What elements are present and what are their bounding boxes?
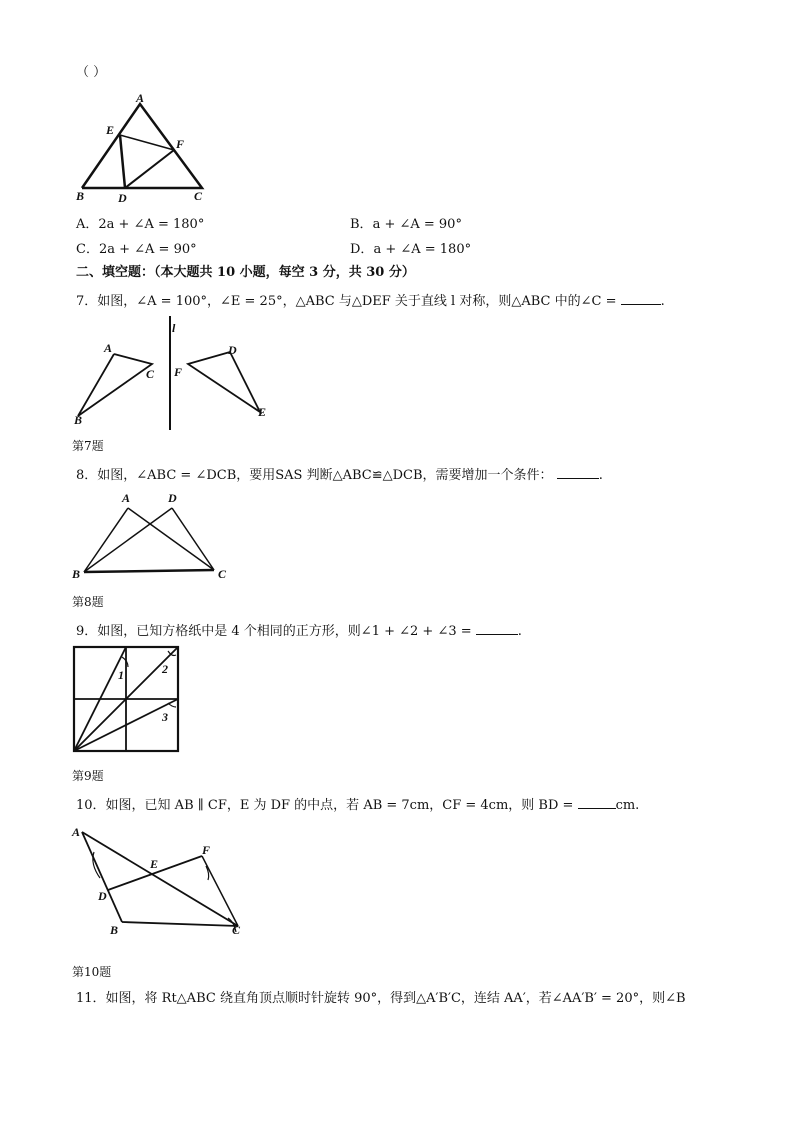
q8-question: 8．如图，∠ABC = ∠DCB，要用SAS 判断△ABC≌△DCB，需要增加一个条件： bbox=[76, 468, 553, 483]
q9-angle-1: 1 bbox=[118, 668, 124, 682]
q10-label-B: B bbox=[110, 923, 119, 937]
q7-label-l: l bbox=[172, 321, 176, 335]
q8-text: 8．如图，∠ABC = ∠DCB，要用SAS 判断△ABC≌△DCB，需要增加一个条件： . bbox=[76, 468, 603, 483]
q10-label-A: A bbox=[72, 825, 81, 839]
q6-option-d[interactable]: D．a + ∠A = 180° bbox=[350, 242, 472, 257]
q6-option-a[interactable]: A．2a + ∠A = 180° bbox=[76, 217, 205, 232]
q6-figure bbox=[70, 90, 220, 210]
q7-label-C: C bbox=[146, 367, 155, 381]
q6-label-E: E bbox=[106, 123, 115, 137]
q8-figure bbox=[72, 490, 242, 585]
q10-figure bbox=[70, 822, 270, 942]
q10-question: 10．如图，已知 AB ∥ CF，E 为 DF 的中点，若 AB = 7cm，CF = 4cm，则 BD = bbox=[76, 798, 574, 813]
q7-label-A: A bbox=[104, 341, 113, 355]
q7-label-E: E bbox=[258, 405, 267, 419]
q7-figure bbox=[72, 312, 282, 432]
q11-text: 11．如图，将 Rt△ABC 绕直角顶点顺时针旋转 90°，得到△A′B′C，连结 AA′，若∠AA′B′ = 20°，则∠B bbox=[76, 991, 686, 1006]
q6-option-c[interactable]: C．2a + ∠A = 90° bbox=[76, 242, 197, 257]
q6-label-C: C bbox=[194, 189, 203, 203]
q8-caption: 第8题 bbox=[72, 595, 104, 609]
q10-text: 10．如图，已知 AB ∥ CF，E 为 DF 的中点，若 AB = 7cm，CF = 4cm，则 BD = cm. bbox=[76, 798, 640, 813]
q10-caption: 第10题 bbox=[72, 965, 112, 979]
answer-bracket: （ ） bbox=[76, 65, 107, 80]
q10-label-F: F bbox=[202, 843, 211, 857]
q7-answer-blank[interactable] bbox=[621, 292, 661, 305]
q10-label-C: C bbox=[232, 923, 241, 937]
q8-label-D: D bbox=[168, 491, 177, 505]
q6-label-F: F bbox=[176, 137, 185, 151]
q7-text: 7．如图，∠A = 100°，∠E = 25°，△ABC 与△DEF 关于直线 l 对称，则△ABC 中的∠C = . bbox=[76, 294, 665, 309]
q6-label-B: B bbox=[76, 189, 85, 203]
q9-figure bbox=[72, 645, 184, 757]
q9-angle-2: 2 bbox=[162, 662, 168, 676]
q7-question: 7．如图，∠A = 100°，∠E = 25°，△ABC 与△DEF 关于直线 l 对称，则△ABC 中的∠C = bbox=[76, 294, 617, 309]
q6-label-A: A bbox=[136, 91, 145, 105]
q7-label-D: D bbox=[228, 343, 237, 357]
q7-label-B: B bbox=[74, 413, 83, 427]
q6-option-b[interactable]: B．a + ∠A = 90° bbox=[350, 217, 462, 232]
q6-label-D: D bbox=[118, 191, 127, 205]
q8-label-C: C bbox=[218, 567, 227, 581]
q9-answer-blank[interactable] bbox=[476, 622, 518, 635]
section-heading: 二、填空题：（本大题共 10 小题，每空 3 分，共 30 分） bbox=[76, 265, 415, 280]
q10-label-D: D bbox=[98, 889, 107, 903]
q10-label-E: E bbox=[150, 857, 159, 871]
q9-caption: 第9题 bbox=[72, 769, 104, 783]
q8-answer-blank[interactable] bbox=[557, 466, 599, 479]
q7-label-F: F bbox=[174, 365, 183, 379]
q10-answer-blank[interactable] bbox=[578, 796, 616, 809]
q8-label-A: A bbox=[122, 491, 131, 505]
q9-angle-3: 3 bbox=[162, 710, 168, 724]
q9-text: 9．如图，已知方格纸中是 4 个相同的正方形，则∠1 + ∠2 + ∠3 = . bbox=[76, 624, 522, 639]
q8-label-B: B bbox=[72, 567, 81, 581]
q9-question: 9．如图，已知方格纸中是 4 个相同的正方形，则∠1 + ∠2 + ∠3 = bbox=[76, 624, 472, 639]
q7-caption: 第7题 bbox=[72, 439, 104, 453]
